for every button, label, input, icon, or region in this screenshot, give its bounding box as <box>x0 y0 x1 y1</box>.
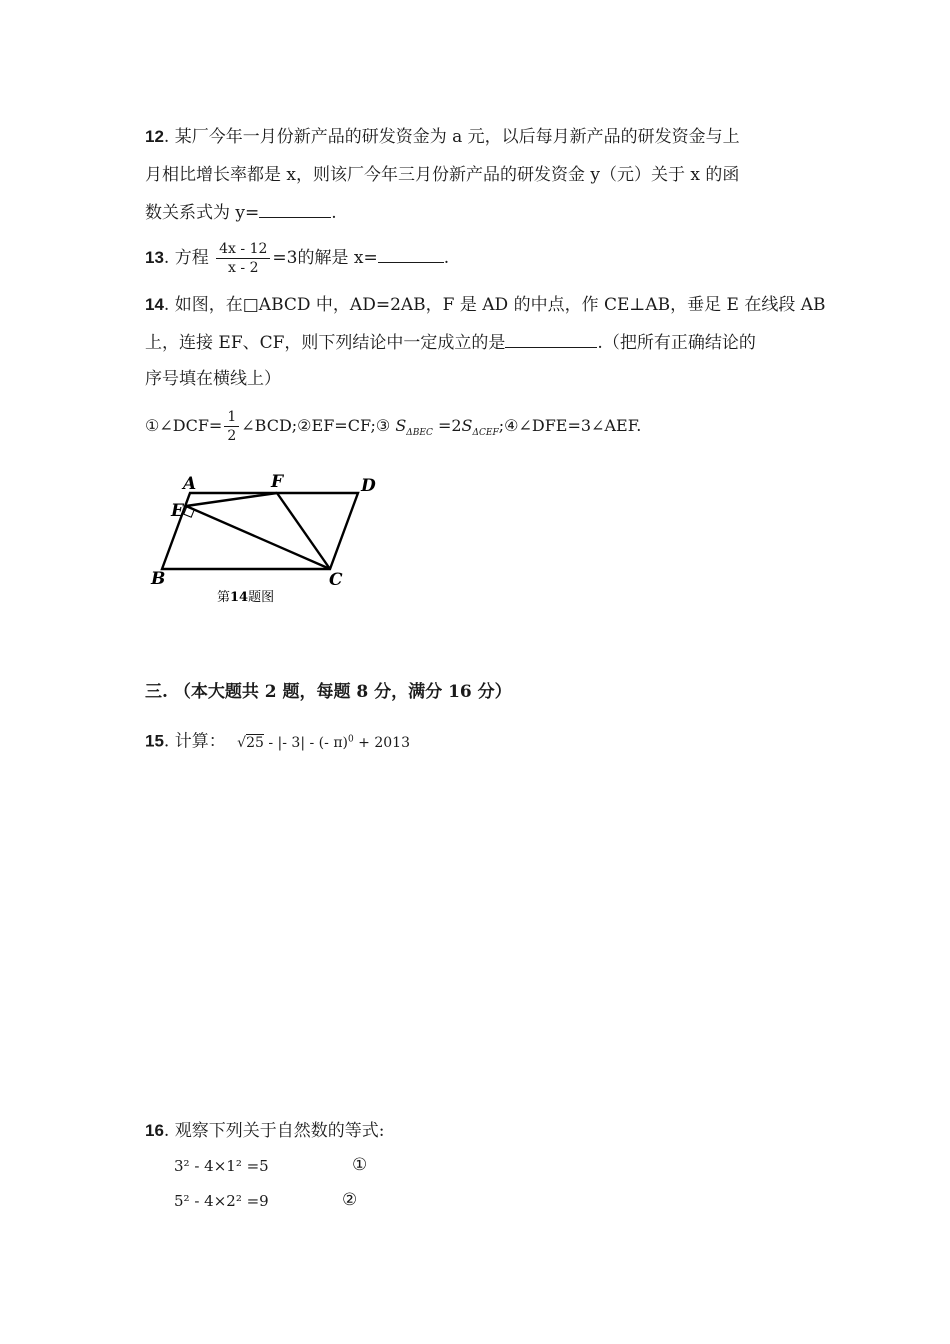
q14-opt1: ①∠DCF= <box>145 416 223 435</box>
q16-line <box>145 1120 384 1142</box>
q12-text-1: . 某厂今年一月份新产品的研发资金为 a 元，以后每月新产品的研发资金与上 <box>163 127 740 147</box>
q14-text-2b: .（把所有正确结论的 <box>597 333 756 353</box>
q16-text: . 观察下列关于自然数的等式: <box>163 1121 385 1141</box>
q14-figure <box>145 470 395 610</box>
q14-options <box>145 405 641 454</box>
q14-text-3: 序号填在横线上） <box>145 369 281 389</box>
q16-mark1-row <box>352 1154 367 1176</box>
q14-s-sub2: ΔCEF <box>472 428 499 438</box>
q12-line1 <box>145 126 740 148</box>
q13-denominator: x - 2 <box>228 260 259 276</box>
q14-half-den: 2 <box>227 428 237 444</box>
q14-text-2: 上，连接 EF、CF，则下列结论中一定成立的是 <box>145 333 506 353</box>
q13-text-post: =3的解是 x= <box>272 248 378 268</box>
q14-line3 <box>145 368 281 390</box>
q16-eq1: 3² - 4×1² =5 <box>174 1157 269 1175</box>
q14-half-num: 1 <box>224 408 239 427</box>
q14-s-sub1: ΔBEC <box>406 428 433 438</box>
q14-half-fraction <box>224 408 239 445</box>
q13-numerator: 4x - 12 <box>216 240 270 259</box>
q13-line <box>145 238 449 278</box>
q13-fraction <box>216 240 270 277</box>
q16-eq1-row <box>174 1155 269 1177</box>
q13-answer-blank[interactable] <box>378 246 444 263</box>
figure-caption: 第14题图 <box>217 590 275 605</box>
q16-number: 16 <box>145 1121 164 1140</box>
q16-eq2-row <box>174 1190 269 1212</box>
q12-text-2: 月相比增长率都是 x，则该厂今年三月份新产品的研发资金 y（元）关于 x 的函 <box>145 165 740 185</box>
q16-mark2-row <box>342 1189 357 1211</box>
q14-opt4: ;④∠DFE=3∠AEF. <box>498 416 642 435</box>
q14-text-1: . 如图，在□ABCD 中，AD=2AB，F 是 AD 的中点，作 CE⊥AB，垂足 E 在线段 AB <box>163 295 826 315</box>
q12-line3 <box>145 201 337 224</box>
q14-answer-blank[interactable] <box>505 331 597 348</box>
q13-number: 13 <box>145 248 164 267</box>
q14-number: 14 <box>145 295 164 314</box>
q14-s-letter2: S <box>461 416 473 435</box>
label-b: B <box>151 569 166 589</box>
q16-mark1: ① <box>352 1155 368 1175</box>
q12-line2 <box>145 164 739 186</box>
q12-number: 12 <box>145 127 164 146</box>
label-e: E <box>171 501 184 521</box>
q12-answer-blank[interactable] <box>259 201 331 218</box>
q16-mark2: ② <box>342 1190 358 1210</box>
q15-expr-tail: + 2013 <box>353 734 410 751</box>
label-d: D <box>361 476 376 496</box>
q14-line1 <box>145 294 826 316</box>
q15-expr-exp: 0 <box>347 734 354 744</box>
q15-number: 15 <box>145 731 164 751</box>
q15-expr-rest: - |- 3| - (- π) <box>263 734 348 751</box>
q15-root: 25 <box>246 734 264 751</box>
label-f: F <box>271 472 284 492</box>
q15-line <box>145 728 410 754</box>
q14-s-letter: S <box>395 416 407 435</box>
label-a: A <box>183 474 197 494</box>
q12-period: . <box>331 203 337 223</box>
q14-line2 <box>145 331 756 354</box>
q12-text-3: 数关系式为 y= <box>145 203 260 223</box>
label-c: C <box>329 570 343 590</box>
q14-opt2: ∠BCD;②EF=CF;③ <box>241 416 391 435</box>
q14-s-mid: =2 <box>437 416 462 435</box>
section3-heading: 三. （本大题共 2 题，每题 8 分，满分 16 分） <box>145 682 512 702</box>
segment-ef <box>186 493 277 506</box>
q13-period: . <box>443 248 450 268</box>
q15-text: . 计算： <box>163 731 226 752</box>
q13-text: . 方程 <box>163 248 209 268</box>
q15-expression: √25 - |- 3| - (- π)$^0$ + 2013 <box>237 734 410 751</box>
q16-eq2: 5² - 4×2² =9 <box>174 1192 269 1210</box>
